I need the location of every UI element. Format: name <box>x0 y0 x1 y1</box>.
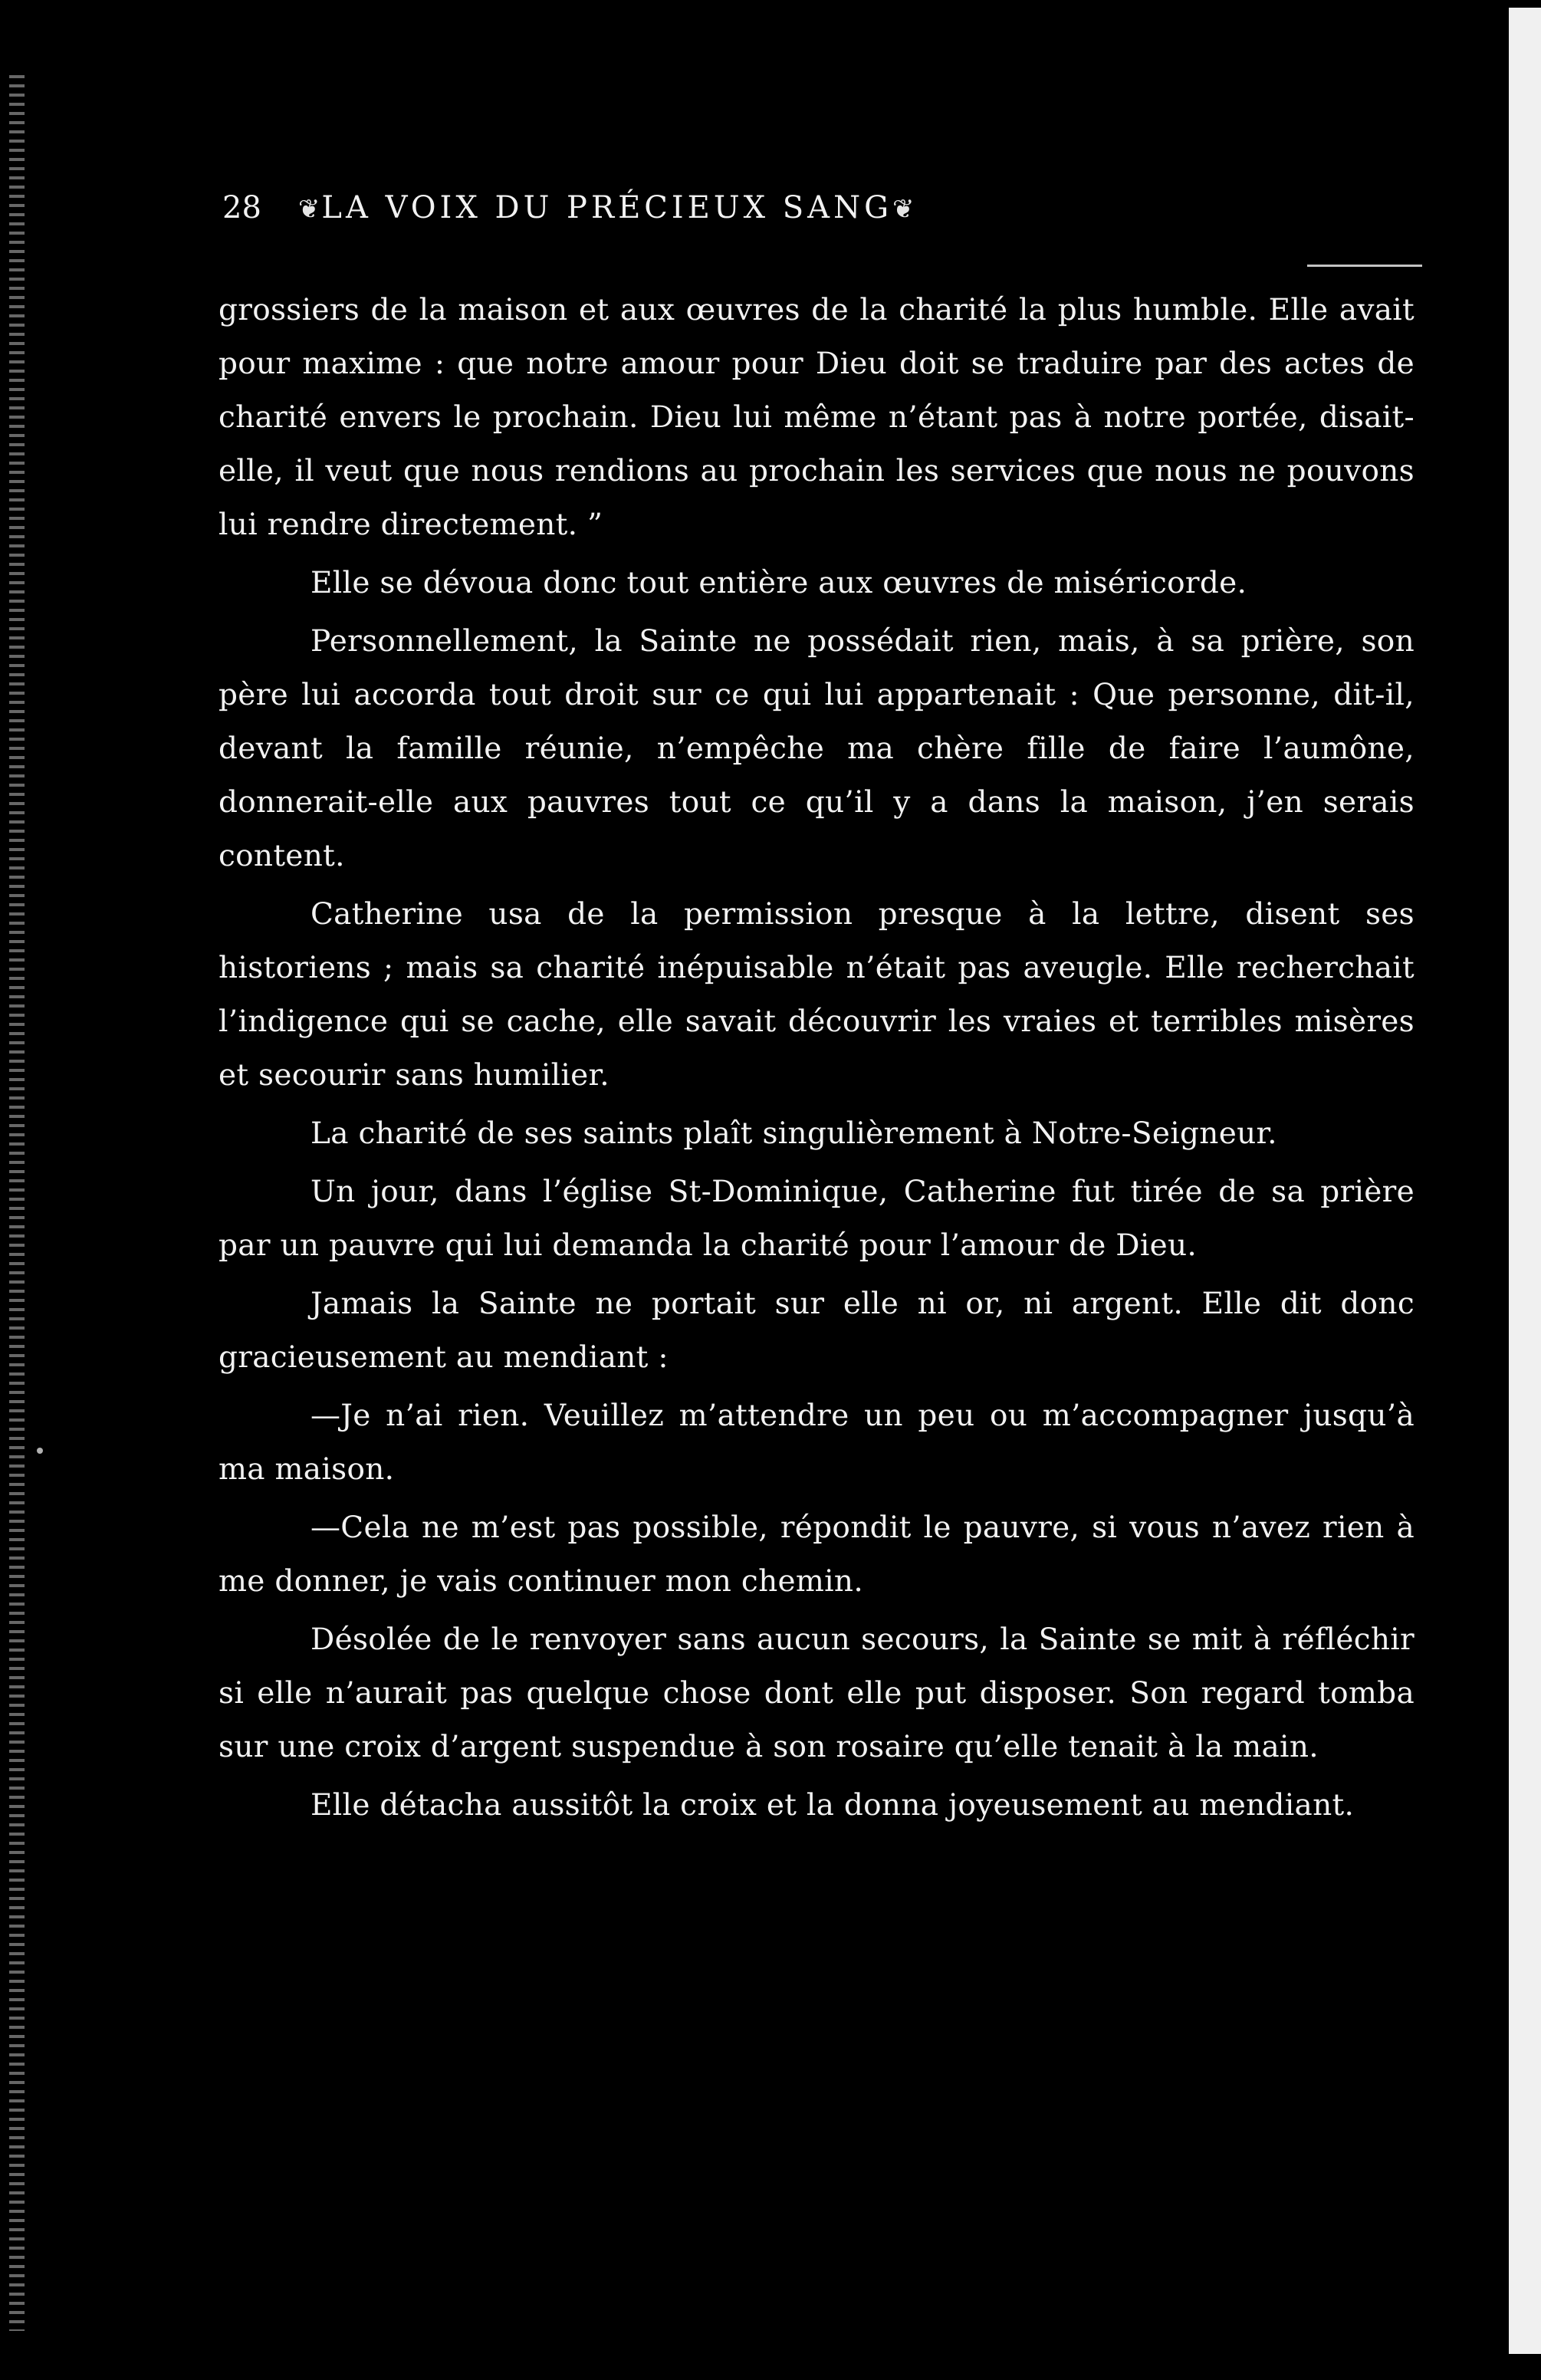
scan-right-band <box>1509 8 1541 2354</box>
scan-dot <box>37 1448 43 1454</box>
paragraph-8: —Je n’ai rien. Veuillez m’attendre un peu ou m’accompagner jusqu’à ma maison. <box>219 1399 1414 1487</box>
paragraph-7: Jamais la Sainte ne portait sur elle ni or, ni argent. Elle dit donc gracieusement au mendiant : <box>219 1287 1414 1375</box>
running-title: LA VOIX DU PRÉCIEUX SANG <box>321 190 893 225</box>
header-ornament-right: ❦ <box>892 194 916 225</box>
paragraph-1: grossiers de la maison et aux œuvres de la charité la plus humble. Elle avait pour maxime : que notre amour pour Dieu doit se traduire par des actes de charité envers le prochain. Dieu lui même n’étant pas à notre portée, disait-elle, il veut que nous rendions au prochain les services que nous ne pouvons lui rendre directement. ” <box>219 293 1414 542</box>
paragraph-4: Catherine usa de la permission presque à la lettre, disent ses historiens ; mais sa charité inépuisable n’était pas aveugle. Elle recherchait l’indigence qui se cache, elle savait découvrir les vraies et terribles misères et secourir sans humilier. <box>219 897 1414 1093</box>
paragraph-10: Désolée de le renvoyer sans aucun secours, la Sainte se mit à réfléchir si elle n’aurait pas quelque chose dont elle put disposer. Son regard tomba sur une croix d’argent suspendue à son rosaire qu’elle tenait à la main. <box>219 1622 1414 1764</box>
paragraph-6: Un jour, dans l’église St-Dominique, Catherine fut tirée de sa prière par un pauvre qui lui demanda la charité pour l’amour de Dieu. <box>219 1175 1414 1263</box>
paragraph-11: Elle détacha aussitôt la croix et la donna joyeusement au mendiant. <box>310 1788 1355 1823</box>
header-ornament-left: ❦ <box>297 194 322 225</box>
paragraph-5: La charité de ses saints plaît singulièrement à Notre-Seigneur. <box>310 1116 1277 1151</box>
paragraph-2: Elle se dévoua donc tout entière aux œuvres de miséricorde. <box>310 566 1247 600</box>
paragraph-3: Personnellement, la Sainte ne possédait rien, mais, à sa prière, son père lui accorda tout droit sur ce qui lui appartenait : Que personne, dit-il, devant la famille réunie, n’empêche ma chère fille de faire l’aumône, donnerait-elle aux pauvres tout ce qu’il y a dans la maison, j’en serais content. <box>219 624 1414 873</box>
page-header <box>222 190 1418 236</box>
paragraph-9: —Cela ne m’est pas possible, répondit le pauvre, si vous n’avez rien à me donner, je vais continuer mon chemin. <box>219 1511 1414 1599</box>
header-rule <box>1307 265 1422 267</box>
scan-left-edge-noise <box>9 69 25 2331</box>
body-text <box>219 284 1414 2247</box>
page-number: 28 <box>222 190 261 225</box>
